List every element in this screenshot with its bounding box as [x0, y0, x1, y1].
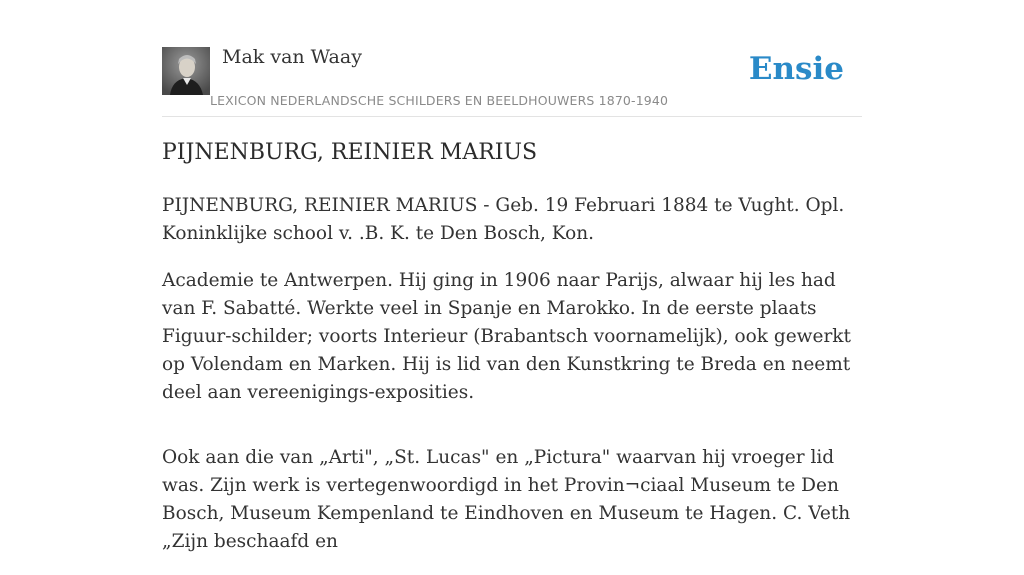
article-title: PIJNENBURG, REINIER MARIUS	[162, 140, 538, 165]
page-header	[162, 46, 862, 117]
article-body	[162, 192, 862, 575]
article-paragraph: PIJNENBURG, REINIER MARIUS - Geb. 19 Februari 1884 te Vught. Opl. Koninklijke school v. .B. K. te Den Bosch, Kon.	[162, 195, 845, 244]
article-paragraph: Ook aan die van „Arti", „St. Lucas" en „Pictura" waarvan hij vroeger lid was. Zijn werk is vertegenwoordigd in het Provin¬ciaal Museum te Den Bosch, Museum Kempenland te Eindhoven en Museum te Hagen. C. Veth „Zijn beschaafd en	[162, 447, 851, 552]
brand-logo[interactable]: Ensie	[748, 51, 844, 87]
article-paragraph: Academie te Antwerpen. Hij ging in 1906 naar Parijs, alwaar hij les had van F. Sabatté. Werkte veel in Spanje en Marokko. In de eerste plaats Figuur-schilder; voorts Interieur (Brabantsch voornamelijk), ook gewerkt op Volendam en Marken. Hij is lid van den Kunstkring te Breda en neemt deel aan vereenigings-exposities.	[162, 270, 851, 403]
author-portrait-icon	[162, 47, 210, 95]
source-title[interactable]: LEXICON NEDERLANDSCHE SCHILDERS EN BEELDHOUWERS 1870-1940	[210, 93, 669, 108]
author-avatar[interactable]	[162, 47, 210, 95]
author-name[interactable]: Mak van Waay	[222, 46, 362, 68]
